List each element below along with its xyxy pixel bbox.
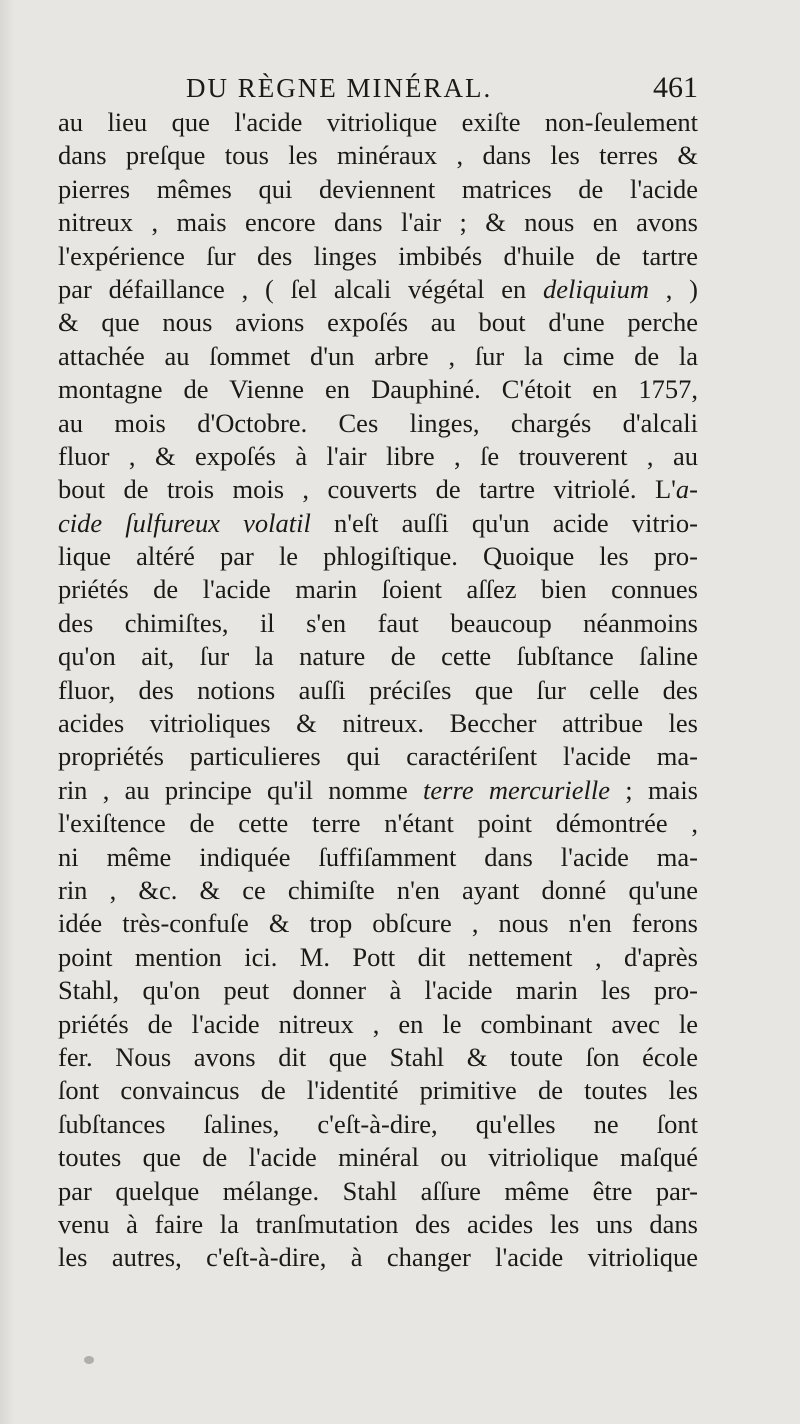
text-line: acides vitrioliques & nitreux. Beccher attribue les	[58, 708, 698, 739]
text-segment: ; mais	[610, 774, 698, 805]
running-head	[58, 68, 698, 108]
text-line: fluor , & expoſés à l'air libre , ſe trouverent , au	[58, 440, 698, 471]
italic-term: cide ſulfureux volatil	[58, 507, 311, 538]
text-line	[58, 774, 698, 807]
text-line: ſubſtances ſalines, c'eſt-à-dire, qu'elles ne ſont	[58, 1108, 698, 1139]
text-line: au lieu que l'acide vitriolique exiſte non-ſeulement	[58, 107, 698, 137]
text-line: idée très-confuſe & trop obſcure , nous n'en ferons	[58, 908, 698, 939]
text-line: des chimiſtes, il s'en faut beaucoup néanmoins	[58, 607, 698, 638]
text-line: rin , &c. & ce chimiſte n'en ayant donné qu'une	[58, 874, 698, 905]
text-line: l'expérience ſur des linges imbibés d'huile de tartre	[58, 240, 698, 271]
text-line: montagne de Vienne en Dauphiné. C'étoit en 1757,	[58, 374, 698, 405]
text-line: point mention ici. M. Pott dit nettement , d'après	[58, 941, 698, 972]
text-line: fluor, des notions auſſi préciſes que ſur celle des	[58, 674, 698, 705]
text-line: priétés de l'acide nitreux , en le combinant avec le	[58, 1008, 698, 1039]
text-line: pierres mêmes qui deviennent matrices de l'acide	[58, 173, 698, 204]
text-line	[58, 473, 698, 506]
text-line: qu'on ait, ſur la nature de cette ſubſtance ſaline	[58, 641, 698, 672]
text-line: priétés de l'acide marin ſoient aſſez bien connues	[58, 574, 698, 605]
italic-term: deliquium	[543, 273, 650, 304]
text-segment: par défaillance , ( ſel alcali végétal en	[58, 273, 544, 304]
text-line: au mois d'Octobre. Ces linges, chargés d'alcali	[58, 407, 698, 438]
text-line: venu à faire la tranſmutation des acides les uns dans	[58, 1208, 698, 1239]
text-line: lique altéré par le phlogiſtique. Quoique les pro-	[58, 541, 698, 572]
text-line: dans preſque tous les minéraux , dans les terres &	[58, 140, 698, 171]
text-line: toutes que de l'acide minéral ou vitriolique maſqué	[58, 1142, 698, 1173]
text-line: les autres, c'eſt-à-dire, à changer l'acide vitriolique	[58, 1242, 698, 1273]
text-line	[58, 507, 698, 540]
text-line: & que nous avions expoſés au bout d'une perche	[58, 307, 698, 338]
text-line	[58, 273, 698, 306]
italic-term: terre mercurielle	[423, 774, 611, 805]
text-line: l'exiſtence de cette terre n'étant point démontrée ,	[58, 808, 698, 839]
text-line: fer. Nous avons dit que Stahl & toute ſon école	[58, 1041, 698, 1072]
text-segment: rin , au principe qu'il nomme	[58, 774, 424, 805]
text-line: propriétés particulieres qui caractériſent l'acide ma-	[58, 741, 698, 772]
text-line: nitreux , mais encore dans l'air ; & nous en avons	[58, 207, 698, 238]
text-line: par quelque mélange. Stahl aſſure même être par-	[58, 1175, 698, 1206]
text-line: attachée au ſommet d'un arbre , ſur la cime de la	[58, 340, 698, 371]
text-segment: , )	[649, 273, 698, 304]
paper-speck	[84, 1356, 94, 1364]
text-line: ni même indiquée ſuffiſamment dans l'acide ma-	[58, 841, 698, 872]
body-text	[58, 106, 698, 1275]
text-segment: bout de trois mois , couverts de tartre vitriolé. L'	[58, 474, 676, 505]
running-title: DU RÈGNE MINÉRAL.	[186, 73, 493, 103]
text-line: ſont convaincus de l'identité primitive de toutes les	[58, 1075, 698, 1106]
text-line: Stahl, qu'on peut donner à l'acide marin les pro-	[58, 975, 698, 1006]
page-number: 461	[653, 71, 698, 104]
italic-term: a-	[675, 474, 698, 505]
text-segment: n'eſt auſſi qu'un acide vitrio-	[310, 507, 698, 538]
